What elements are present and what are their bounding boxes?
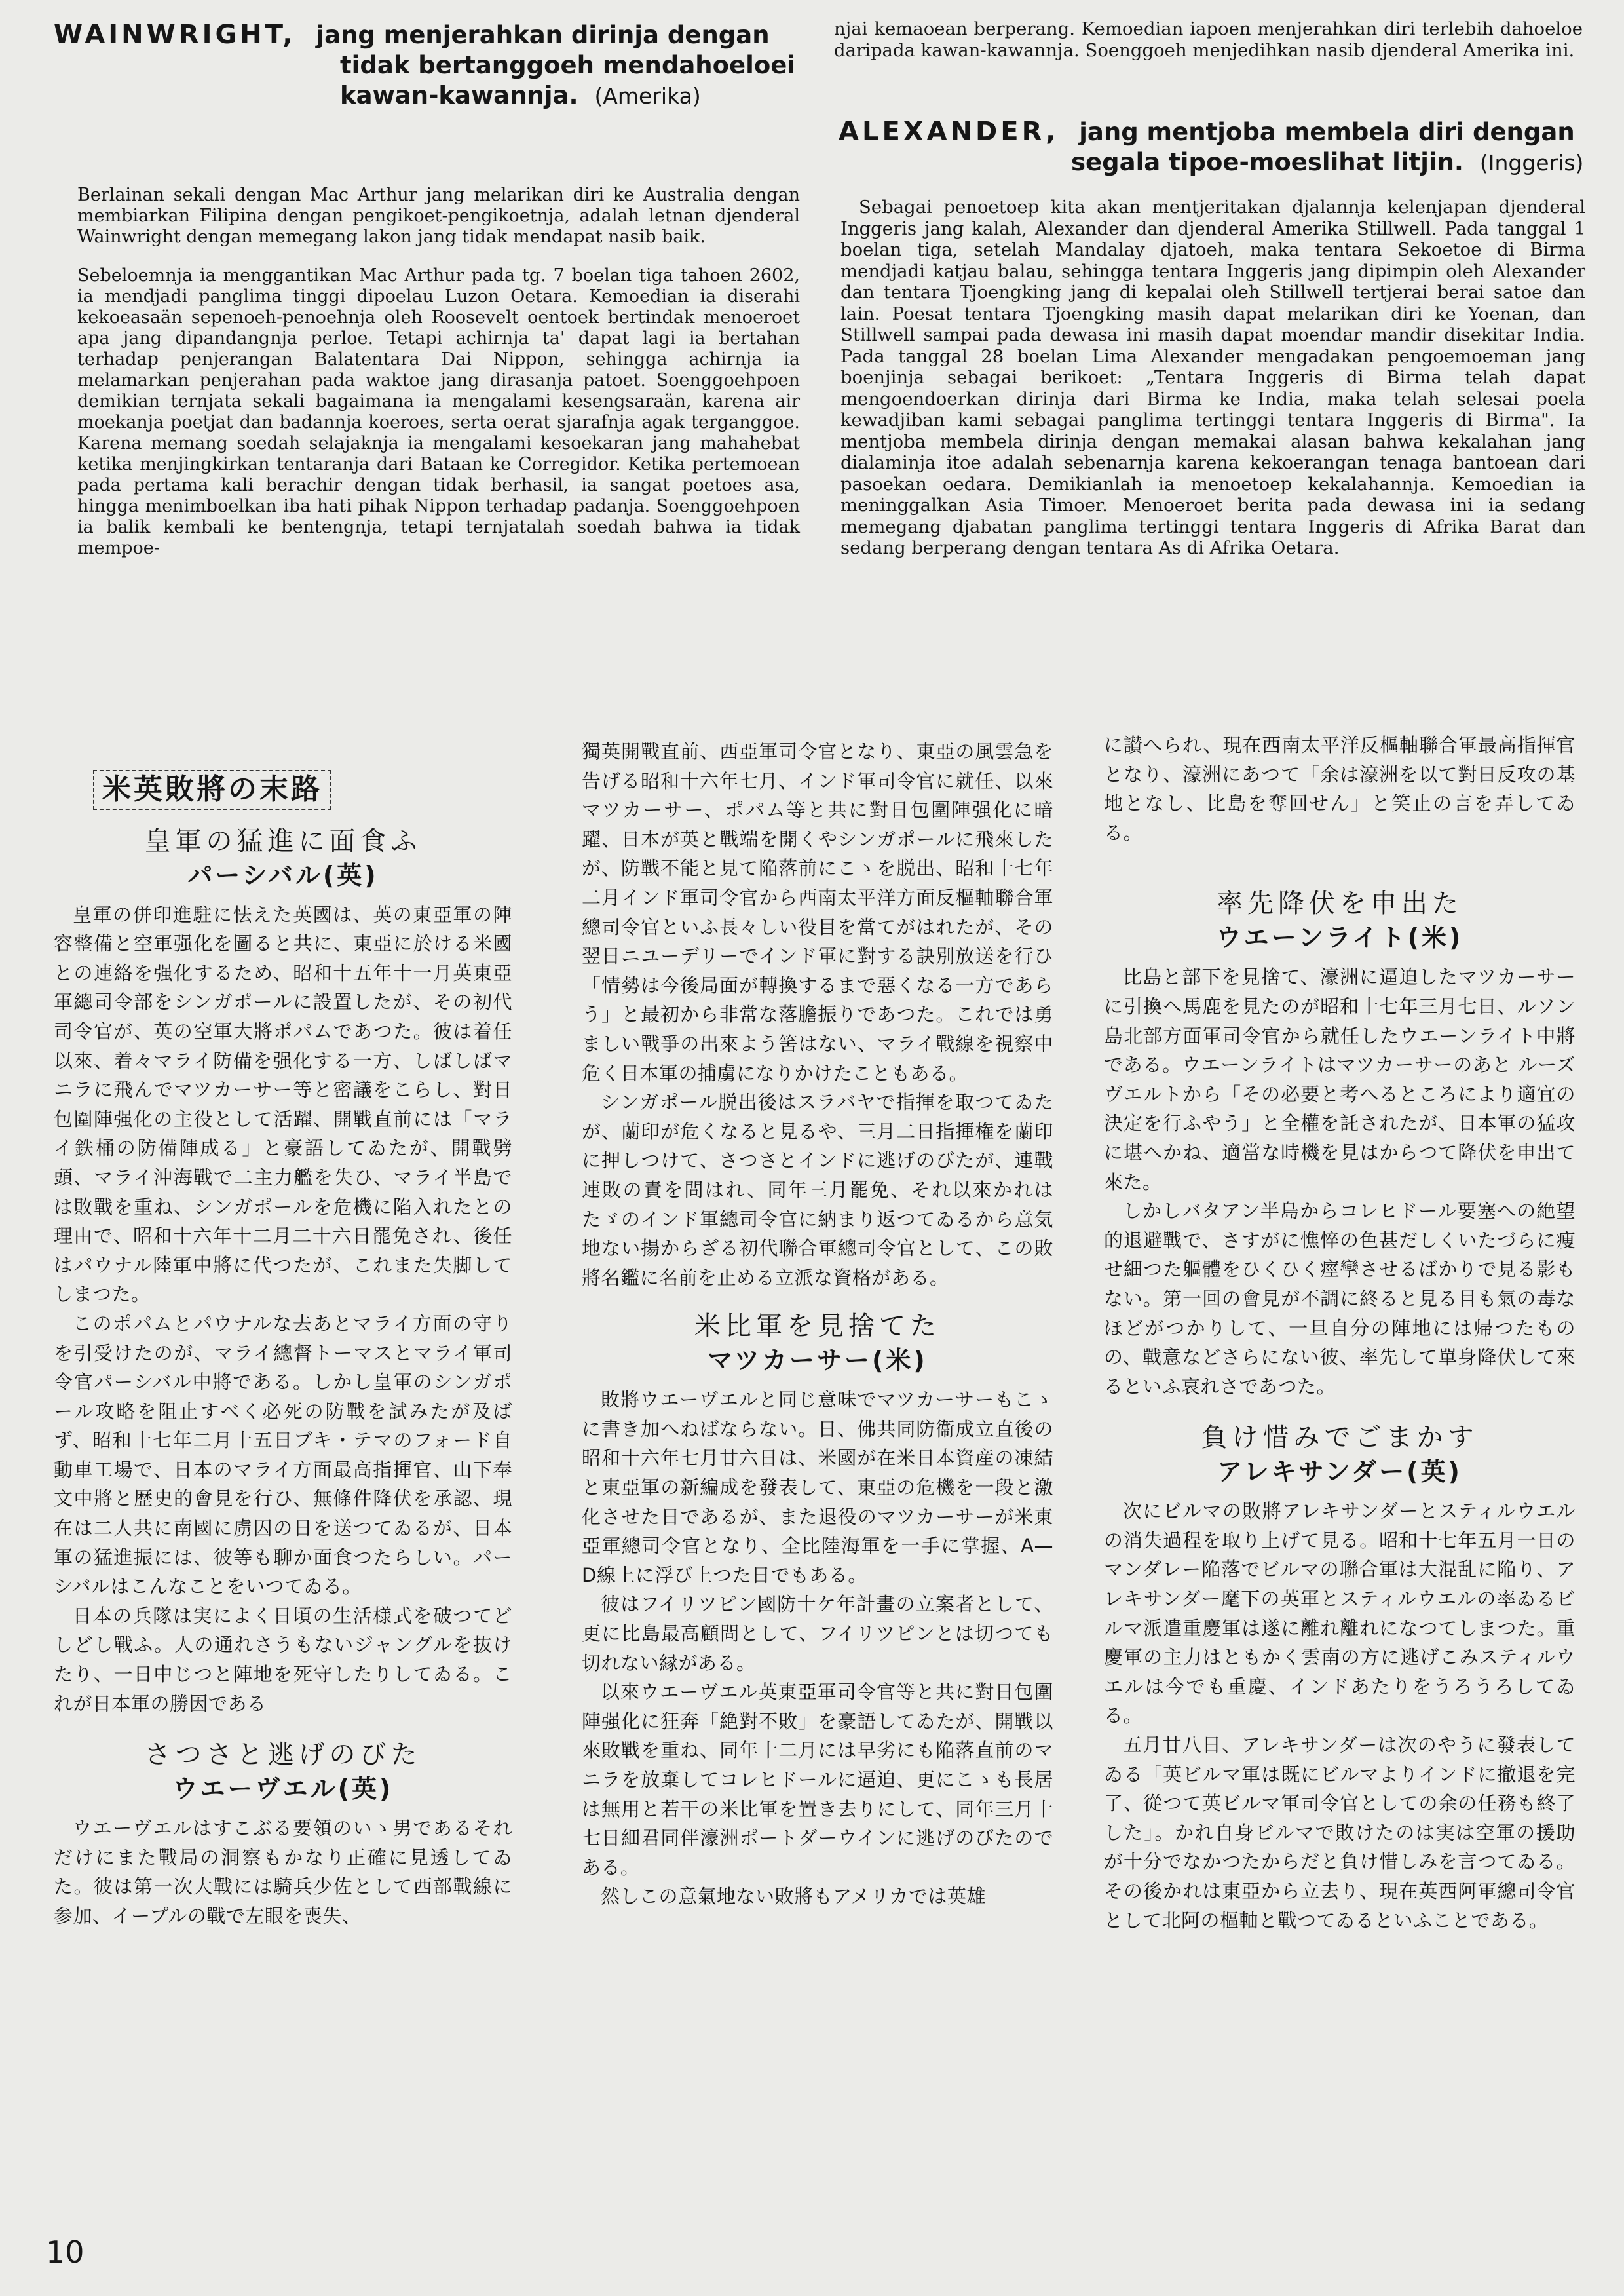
percival-paragraph-1: 皇軍の併印進駐に怯えた英國は、英の東亞軍の陣容整備と空軍强化を圖ると共に、東亞に於ける米國との連絡を强化するため、昭和十五年十一月英東亞軍總司令部をシンガポールに設置したが、その初代司令官が、英の空軍大將ポパムであつた。彼は着任以來、着々マライ防備を强化する一方、しばしばマニラに飛んでマツカーサー等と密議をこらし、對日包圍陣强化の主役として活躍、開戰直前には「マライ鉄桶の防備陣成る」と豪語してゐたが、開戰劈頭、マライ沖海戰で二主力艦を失ひ、マライ半島では敗戰を重ね、シンガポールを危機に陷入れたとの理由で、昭和十六年十二月二十六日罷免され、後任はパウナル陸軍中將に代つたが、これまた失脚してしまつた。	[54, 903, 512, 1306]
macarthur-paragraph-2: 彼はフイリツピン國防十ケ年計畫の立案者として、更に比島最高顧問として、フイリツピンとは切つても切れない縁がある。	[582, 1593, 1053, 1674]
alexander-headline-line2: segala tipoe-moeslihat litjin.	[1071, 148, 1463, 176]
wainwright-jp-heading: 率先降伏を申出た	[1217, 889, 1463, 919]
wainwright-headline	[54, 20, 801, 111]
japanese-column-1	[54, 770, 512, 1931]
wavell-heading: さつさと逃げのびた	[144, 1740, 422, 1770]
percival-paragraph-2: このポパムとパウナルな去あとマライ方面の守りを引受けたのが、マライ總督トーマスとマライ軍司令官パーシバル中將である。しかし皇軍のシンガポール攻略を阻止すべく必死の防戰を試みたが及ばず、昭和十七年二月十五日ブキ・テマのフォード自動車工場で、日本のマライ方面最高指揮官、山下奉文中將と歴史的會見を行ひ、無條件降伏を承認、現在は二人共に南國に虜囚の日を送つてゐるが、日本軍の猛進振には、彼等も聊か面食つたらしい。パーシバルはこんなことをいつてゐる。	[54, 1312, 512, 1598]
wainwright-headline-line1: jang menjerahkan dirinja dengan	[316, 21, 770, 49]
alexander-jp-paragraph-2: 五月廿八日、アレキサンダーは次のやうに發表してゐる「英ビルマ軍は既にビルマよりインドに撤退を完了、從つて英ビルマ軍司令官としての余の任務も終了した」。かれ自身ビルマで敗けたのは実は空軍の援助が十分でなかつたからだと負け惜しみを言つてゐる。その後かれは東亞から立去り、現在英西阿軍總司令官として北阿の樞軸と戰つてゐるといふことである。	[1104, 1734, 1576, 1932]
alexander-country: (Inggeris)	[1479, 150, 1584, 176]
wainwright-headline-line3: kawan-kawannja.	[340, 81, 578, 109]
macarthur-paragraph-4: 然しこの意氣地ない敗將もアメリカでは英雄	[601, 1885, 986, 1908]
wainwright-article-body	[77, 185, 800, 577]
alexander-name: ALEXANDER,	[839, 117, 1059, 147]
wainwright-paragraph-1: Berlainan sekali dengan Mac Arthur jang melarikan diri ke Australia dengan membiarkan Filipina dengan pengikoet-pengikoetnja, adalah letnan djenderal Wainwright dengan memegang lakon jang tidak mendapat nasib baik.	[77, 185, 800, 247]
wainwright-jp-paragraph-1: 比島と部下を見捨て、濠洲に逼迫したマツカーサーに引換へ馬鹿を見たのが昭和十七年三月七日、ルソン島北部方面軍司令官から就任したウエーンライト中將である。ウエーンライトはマツカーサーのあと ルーズヴエルトから「その必要と考へるところにより適宜の決定を行ふやう」と全權を託されたが、日本軍の猛攻に堪へかね、適當な時機を見はからつて降伏を申出て來た。	[1104, 966, 1576, 1193]
wavell-subheading: ウエーヴエル(英)	[172, 1774, 394, 1804]
wainwright-jp-paragraph-2: しかしバタアン半島からコレヒドール要塞への絶望的退避戰で、さすがに憔悴の色甚だしくいたづらに痩せ細つた軀體をひくひく痙攣させるばかりで見る影もない。第一回の會見が不調に終ると見る目も氣の毒なほどがつかりして、一旦自分の陣地には帰つたものの、戰意などさらにない彼、率先して單身降伏して來るといふ哀れさであつた。	[1104, 1200, 1576, 1398]
wainwright-headline-line2: tidak bertanggoeh mendahoeloei	[340, 51, 796, 79]
wainwright-jp-subheading: ウエーンライト(米)	[1216, 923, 1463, 953]
japanese-column-3	[1104, 731, 1576, 1935]
wavell-paragraph-3: シンガポール脱出後はスラバヤで指揮を取つてゐたが、蘭印が危くなると見るや、三月二日指揮権を蘭印に押しつけて、さつさとインドに逃げのびたが、連戰連敗の責を問はれ、同年三月罷免、それ以來かれはたゞのインド軍總司令官に納まり返つてゐるから意気地ない揚からざる初代聯合軍總司令官として、この敗將名鑑に名前を止める立派な資格がある。	[582, 1091, 1053, 1289]
wavell-paragraph-2: 獨英開戰直前、西亞軍司令官となり、東亞の風雲急を告げる昭和十六年七月、インド軍司令官に就任、以來マツカーサー、ポパム等と共に對日包圍陣强化に暗躍、日本が英と戰端を開くやシンガポールに飛來したが、防戰不能と見て陥落前にこゝを脱出、昭和十七年二月インド軍司令官から西南太平洋方面反樞軸聯合軍總司令官といふ長々しい役目を當てがはれたが、その翌日ニユーデリーでインド軍に對する訣別放送を行ひ「情勢は今後局面が轉換するまで惡くなる一方であらう」と最初から非常な落膽振りであつた。これでは勇ましい戰爭の出來よう筈はない、マライ戰線を視察中危く日本軍の捕虜になりかけたこともある。	[582, 740, 1053, 1084]
page-number: 10	[46, 2234, 85, 2270]
macarthur-paragraph-3: 以來ウエーヴエル英東亞軍司令官等と共に對日包圍陣强化に狂奔「絶對不敗」を豪語してゐたが、開戰以來敗戰を重ね、同年十二月には早劣にも陥落直前のマニラを放棄してコレヒドールに逼迫、更にこゝも長居は無用と若干の米比軍を置き去りにして、同年三月十七日細君同伴濠洲ポートダーウインに逃げのびたのである。	[582, 1681, 1053, 1879]
wainwright-paragraph-2: Sebeloemnja ia menggantikan Mac Arthur pada tg. 7 boelan tiga tahoen 2602, ia mendjadi panglima tinggi dipoelau Luzon Oetara. Kemoedian ia diserahi kekoeasaän sepenoeh-penoehnja oleh Roosevelt oentoek bertindak menoeroet apa jang dipandangnja perloe. Tetapi achirnja ta' dapat lagi ia bertahan terhadap penjerangan Balatentara Dai Nippon, sehingga achirnja ia melamarkan penjerahan pada waktoe jang dirasanja patoet. Soenggoehpoen demikian ternjata sekali bagaimana ia mengalami kesengsaraän, karena air moekanja poetjat dan badannja koeroes, serta oerat sjarafnja agak terganggoe. Karena memang soedah selajaknja ia mengalami kesoekaran jang mahahebat ketika menjingkirkan tentaranja dari Bataan ke Corregidor. Ketika pertemoean pada pertama kali berachir dengan tidak berhasil, ia sangat poetoes asa, hingga menimboelkan iba hati pihak Nippon terhadap padanja. Soenggoehpoen ia balik kembali ke bentengnja, tetapi ternjatalah soedah bahwa ia tidak mempoe-	[77, 265, 800, 558]
wainwright-name: WAINWRIGHT,	[54, 20, 296, 50]
wavell-paragraph-1: ウエーヴエルはすこぶる要領のいゝ男であるそれだけにまた戰局の洞察もかなり正確に見透してゐた。彼は第一次大戰には騎兵少佐として西部戰線に参加、イープルの戰で左眼を喪失、	[54, 1817, 512, 1927]
percival-heading: 皇軍の猛進に面食ふ	[144, 826, 422, 856]
alexander-jp-subheading: アレキサンダー(英)	[1217, 1457, 1462, 1487]
feature-title-box: 米英敗將の末路	[93, 770, 331, 810]
alexander-jp-paragraph-1: 次にビルマの敗將アレキサンダーとスティルウエルの消失過程を取り上げて見る。昭和十七年五月一日のマンダレー陥落でビルマの聯合軍は大混乱に陥り、アレキサンダー麾下の英軍とスティルウエルの率ゐるビルマ派遣重慶軍は遂に離れ離れになつてしまつた。重慶軍の主力はともかく雲南の方に逃げこみスティルウエルは今でも重慶、インドあたりをうろうろしてゐる。	[1104, 1500, 1576, 1727]
macarthur-paragraph-1: 敗將ウエーヴエルと同じ意味でマツカーサーもこゝに書き加へねばならない。日、佛共同防衞成立直後の昭和十六年七月廿六日は、米國が在米日本資産の凍結と東亞軍の新編成を發表して、東亞の危機を一段と激化させた日であるが、また退役のマツカーサーが米東亞軍總司令官となり、全比陸海軍を一手に掌握、A—D線上に浮び上つた日でもある。	[582, 1388, 1053, 1586]
wainwright-country: (Amerika)	[594, 83, 701, 109]
alexander-headline	[839, 117, 1585, 178]
alexander-jp-heading: 負け惜みでごまかす	[1201, 1423, 1479, 1453]
percival-subheading: パーシバル(英)	[187, 860, 379, 890]
wainwright-tail-paragraph: njai kemaoean berperang. Kemoedian iapoen menjerahkan diri terlebih dahoeloe daripada kawan-kawannja. Soenggoeh menjedihkan nasib djenderal Amerika ini.	[834, 18, 1583, 61]
macarthur-paragraph-5: に讃へられ、現在西南太平洋反樞軸聯合軍最高指揮官となり、濠洲にあつて「余は濠洲を以て對日反攻の基地となし、比島を奪回せん」と笑止の言を弄してゐる。	[1104, 734, 1576, 844]
macarthur-subheading: マツカーサー(米)	[708, 1346, 928, 1375]
japanese-column-2	[582, 737, 1053, 1911]
macarthur-heading: 米比軍を見捨てた	[694, 1311, 941, 1342]
alexander-headline-line1: jang mentjoba membela diri dengan	[1079, 118, 1575, 146]
alexander-paragraph: Sebagai penoetoep kita akan mentjeritakan djalannja kelenjapan djenderal Inggeris jang kalah, Alexander dan djenderal Amerika Stillwell. Pada tanggal 1 boelan tiga, setelah Mandalay djatoeh, maka tentara Sekoetoe di Birma mendjadi katjau balau, sehingga tentara Inggeris jang dipimpin oleh Alexander dan tentara Tjoengking jang di kepalai oleh Stillwell tertjerai berai satoe dan lain. Poesat tentara Tjoengking masih dapat melarikan diri ke Yoenan, dan Stillwell sampai pada dewasa ini masih dapat moendar mandir disekitar India. Pada tanggal 28 boelan Lima Alexander mengadakan pengoemoeman jang boenjinja sebagai berikoet: „Tentara Inggeris di Birma telah dapat mengoendoerkan dirinja dari Birma ke India, maka telah selesai poela kewadjiban kami sebagai panglima tertinggi tentara Inggeris di Birma". Ia mentjoba membela dirinja dengan memakai alasan bahwa kekalahan jang dialaminja itoe adalah sebenarnja karena kekoerangan tenaga bantoean dari pasoekan oedara. Demikianlah ia menoetoep kekalahannja. Kemoedian ia meninggalkan Asia Timoer. Menoeroet berita pada dewasa ini ia sedang memegang djabatan panglima tertinggi tentara Inggeris di Afrika Barat dan sedang berperang dengan tentara As di Afrika Oetara.	[840, 197, 1585, 558]
percival-paragraph-3: 日本の兵隊は実によく日頃の生活様式を破つてどしどし戰ふ。人の通れさうもないジャングルを抜けたり、一日中じつと陣地を死守したりしてゐる。これが日本軍の勝因である	[54, 1604, 512, 1715]
alexander-article-body	[840, 197, 1585, 559]
